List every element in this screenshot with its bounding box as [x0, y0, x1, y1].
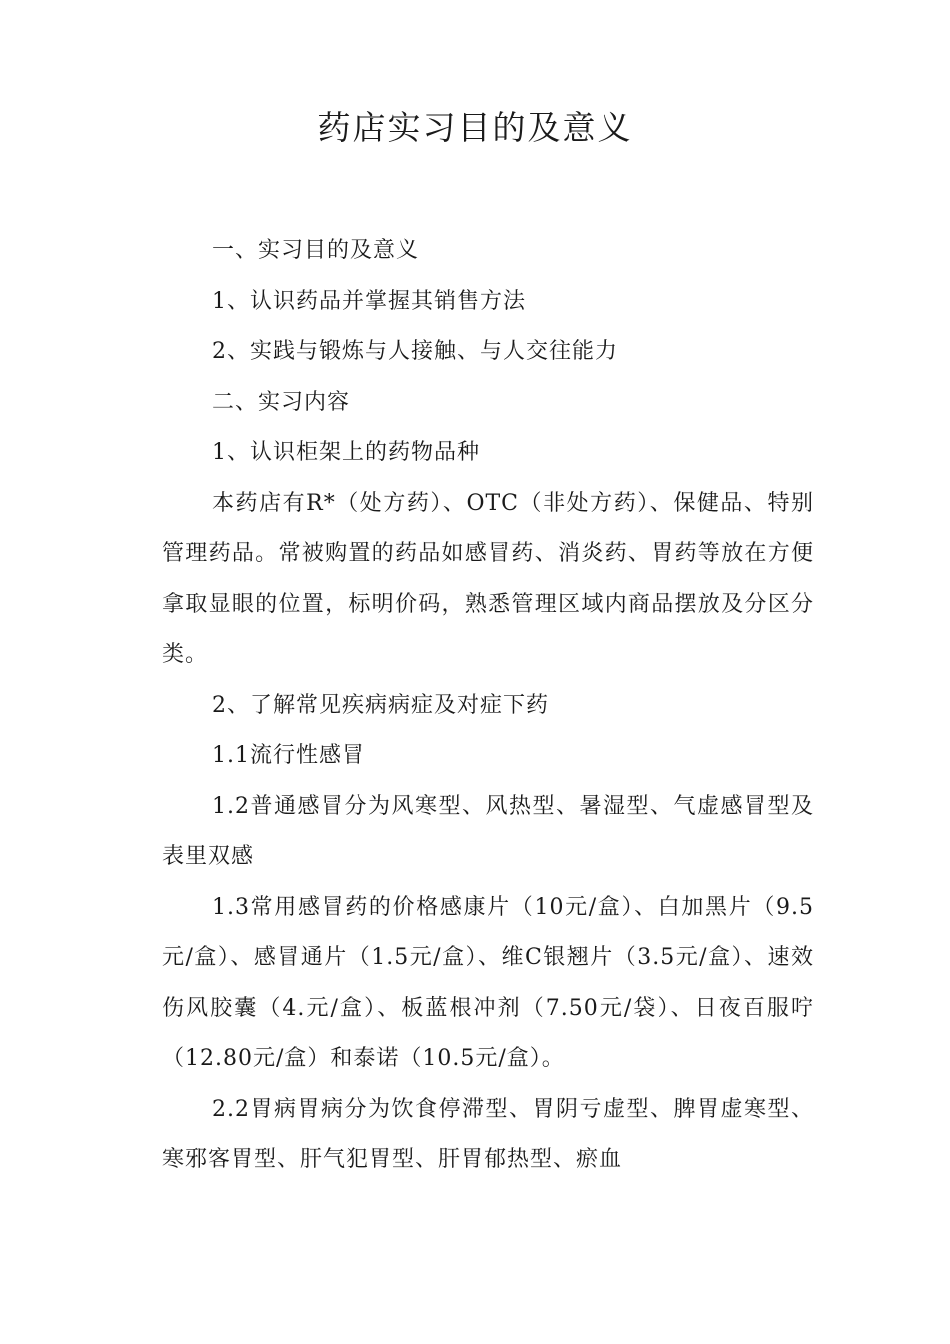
list-item: 1.1流行性感冒 — [212, 743, 365, 768]
section-heading-purpose: 一、实习目的及意义 — [212, 238, 420, 263]
body-paragraph: 2.2胃病胃病分为饮食停滞型、胃阴亏虚型、脾胃虚寒型、寒邪客胃型、肝气犯胃型、肝胃郁热型、瘀血 — [162, 1096, 814, 1172]
section-heading-content: 二、实习内容 — [212, 389, 351, 415]
list-item: 2、实践与锻炼与人接触、与人交往能力 — [212, 339, 618, 364]
document-title: 药店实习目的及意义 — [317, 108, 633, 147]
document-body — [162, 226, 814, 1186]
body-paragraph: 本药店有R*（处方药）、OTC（非处方药）、保健品、特别管理药品。常被购置的药品如感冒药、消炎药、胃药等放在方便拿取显眼的位置，标明价码，熟悉管理区域内商品摆放及分区分类。 — [162, 490, 814, 667]
list-item: 1、认识药品并掌握其销售方法 — [212, 288, 526, 314]
list-item: 1、认识柜架上的药物品种 — [212, 440, 480, 465]
list-item: 2、了解常见疾病病症及对症下药 — [212, 692, 549, 718]
body-paragraph: 1.2普通感冒分为风寒型、风热型、暑湿型、气虚感冒型及表里双感 — [162, 793, 814, 869]
body-paragraph: 1.3常用感冒药的价格感康片（10元/盒）、白加黑片（9.5元/盒）、感冒通片（1.5元/盒）、维C银翘片（3.5元/盒）、速效伤风胶囊（4.元/盒）、板蓝根冲剂（7.50元/袋）、日夜百服咛（12.80元/盒）和泰诺（10.5元/盒）。 — [162, 894, 814, 1071]
